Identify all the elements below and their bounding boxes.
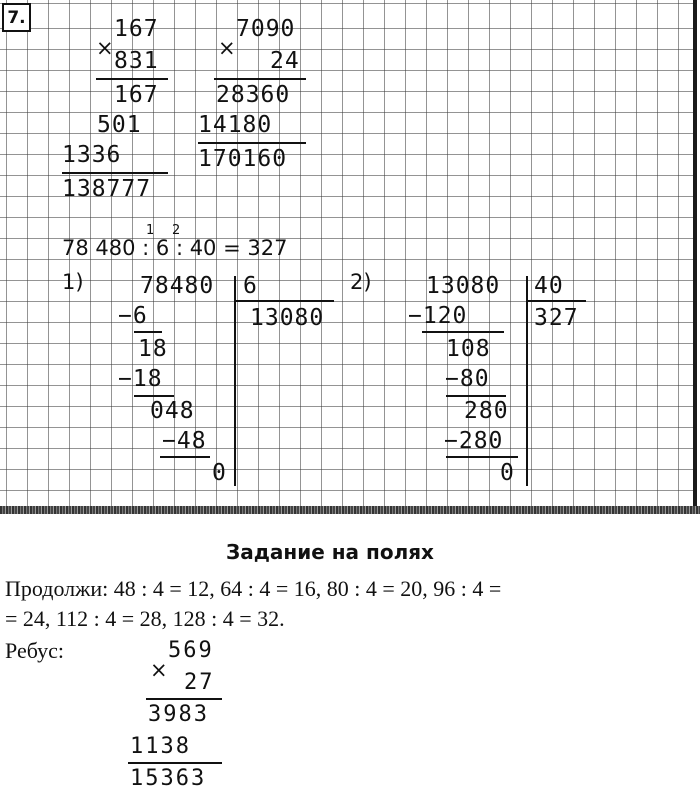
div1-quotient: 13080 [250, 305, 325, 331]
div1-dividend: 78480 [140, 273, 215, 299]
div1-label: 1) [62, 270, 84, 294]
mult1-partial-2: 501 [97, 112, 142, 138]
mult2-line [214, 78, 306, 80]
order-mark-1: 1 [146, 223, 155, 238]
div1-divisor: 6 [243, 273, 258, 299]
div1-bracket [234, 276, 236, 486]
div2-step-line-2 [446, 395, 506, 397]
mult1-multiplicand: 167 [114, 16, 159, 42]
margin-task-line-1: Продолжи: 48 : 4 = 12, 64 : 4 = 16, 80 : 4 = 20, 96 : 4 = [5, 576, 502, 601]
div1-step-2: 18 [138, 336, 168, 362]
div1-divisor-line [234, 300, 334, 302]
div2-step-4: 280 [464, 398, 509, 424]
div2-step-1: −120 [408, 303, 468, 329]
rebus-partial-1: 3983 [148, 702, 209, 727]
margin-task-line-2: = 24, 112 : 4 = 28, 128 : 4 = 32. [5, 606, 285, 631]
mult2-multiplicand: 7090 [236, 16, 296, 42]
div2-dividend: 13080 [426, 273, 501, 299]
rebus-label: Ребус: [5, 638, 64, 663]
div1-step-4: 048 [150, 398, 195, 424]
div1-step-3: −18 [118, 366, 163, 392]
task-number: 7. [2, 3, 31, 32]
div2-remainder: 0 [500, 460, 515, 486]
div2-divisor: 40 [534, 273, 564, 299]
rebus-line [146, 698, 222, 700]
mult1-line [96, 78, 168, 80]
div2-divisor-line [526, 300, 586, 302]
mult1-result-line [62, 172, 168, 174]
rebus-multiplicand: 569 [168, 638, 214, 663]
order-mark-2: 2 [172, 223, 181, 238]
rebus-multiplier: 27 [184, 670, 215, 695]
div2-step-5: −280 [444, 428, 504, 454]
div1-remainder: 0 [212, 460, 227, 486]
div1-step-line-1 [134, 331, 162, 333]
div2-quotient: 327 [534, 305, 579, 331]
div2-step-3: −80 [445, 366, 490, 392]
margin-task-title: Задание на полях [226, 540, 434, 564]
rebus-sign: × [150, 658, 168, 682]
div2-step-2: 108 [446, 336, 491, 362]
mult1-sign: × [96, 36, 114, 60]
mult1-result: 138777 [62, 176, 152, 202]
mult2-sign: × [218, 36, 236, 60]
div1-step-5: −48 [162, 428, 207, 454]
mult2-multiplier: 24 [270, 48, 300, 74]
mult2-partial-2: 14180 [198, 112, 273, 138]
mult1-partial-1: 167 [114, 82, 159, 108]
rebus-result-line [128, 762, 222, 764]
mult2-result-line [198, 142, 306, 144]
mult2-partial-1: 28360 [216, 82, 291, 108]
rebus-result: 15363 [130, 766, 207, 791]
expression: 78 480 : 6 : 40 = 327 [62, 236, 288, 260]
div1-step-line-2 [134, 395, 174, 397]
torn-edge [0, 506, 700, 514]
div1-step-line-3 [160, 456, 210, 458]
div2-bracket [526, 276, 528, 486]
div1-step-1: −6 [118, 303, 148, 329]
mult1-partial-3: 1336 [62, 142, 122, 168]
div2-label: 2) [350, 270, 372, 294]
div2-step-line-3 [446, 456, 518, 458]
div2-step-line-1 [422, 331, 504, 333]
rebus-partial-2: 1138 [130, 734, 191, 759]
mult1-multiplier: 831 [114, 48, 159, 74]
mult2-result: 170160 [198, 146, 288, 172]
